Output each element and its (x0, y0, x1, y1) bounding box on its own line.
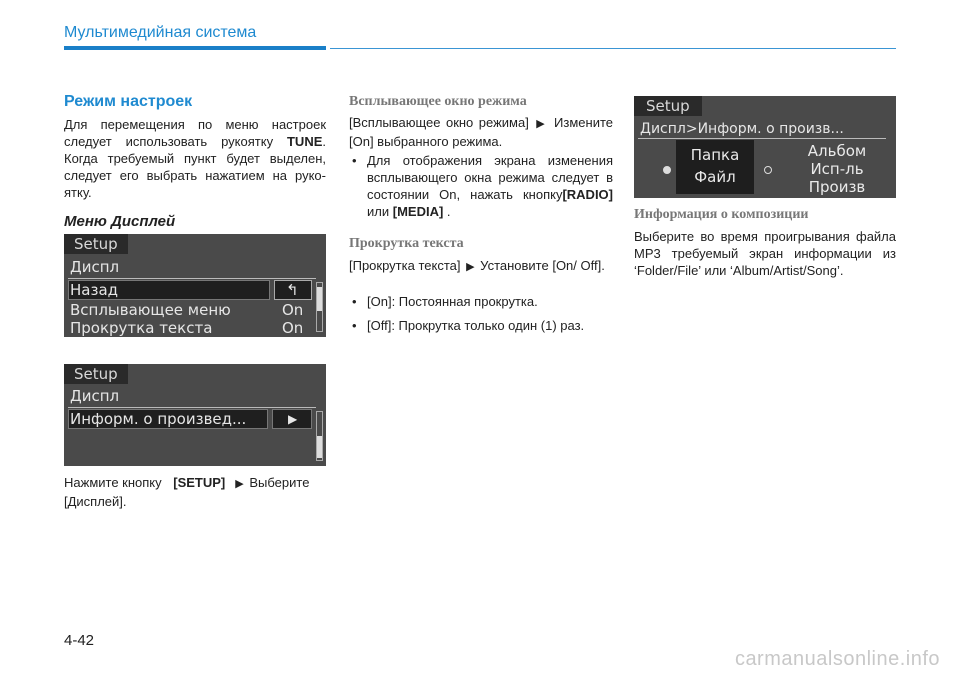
list-item: • Для отображения экрана изменения всплывающего окна режима следует в состоянии On, нажать кнопку[RADIO] или [MEDIA] . (352, 153, 613, 219)
radio-button-label: [RADIO] (562, 187, 613, 202)
song-info-screen (634, 96, 896, 198)
screen-tab-setup: Setup (634, 96, 702, 116)
scroll-text-heading: Прокрутка текста (349, 236, 464, 251)
screen-divider (638, 138, 886, 139)
media-button-label: [MEDIA] (392, 204, 444, 219)
screen-row-popup[interactable]: Всплывающее меню (70, 301, 231, 319)
setup-button-label: [SETUP] (173, 475, 226, 490)
song-info-paragraph: Выберите во время проигрывания файла MP3 требуемый экран информации из ‘Folder/File’ или ‘Album/Artist/Song’. (634, 229, 896, 278)
folder-file-option[interactable]: Папка Файл (676, 140, 754, 194)
popup-mode-heading: Всплывающее окно режима (349, 94, 527, 109)
screen-divider (68, 278, 316, 279)
header-rule-accent (64, 46, 326, 50)
screen-path: Диспл (70, 387, 120, 405)
screen-row-song-info[interactable]: Информ. о произвед... (70, 410, 247, 428)
scroll-bullet-list (349, 293, 613, 341)
back-icon[interactable]: ↰ (286, 281, 299, 299)
screen-divider (68, 407, 316, 408)
display-info-screen (64, 364, 326, 466)
scroll-text-paragraph: [Прокрутка текста] ▶ Установите [On/ Off]. (349, 258, 605, 273)
popup-mode-paragraph: [Всплывающее окно режима] ▶ Измените [On] выбранного режима. (349, 115, 613, 149)
settings-mode-heading: Режим настроек (64, 93, 193, 110)
popup-bullet-list (349, 152, 613, 227)
scroll-text-value: On (282, 319, 304, 337)
arrow-right-icon: ▶ (466, 261, 475, 273)
scrollbar-thumb[interactable] (317, 287, 322, 311)
arrow-right-icon: ▶ (536, 118, 547, 130)
watermark: carmanualsonline.info (734, 648, 940, 670)
arrow-right-icon: ▶ (235, 478, 244, 490)
enter-arrow-icon[interactable]: ▶ (288, 412, 298, 426)
radio-unselected-icon[interactable] (764, 166, 772, 174)
scrollbar[interactable] (316, 282, 323, 332)
screen-tab-setup: Setup (64, 234, 128, 254)
popup-value: On (282, 301, 304, 319)
display-menu-heading: Меню Дисплей (64, 213, 176, 230)
list-item: • [Off]: Прокрутка только один (1) раз. (352, 318, 585, 333)
display-menu-screen (64, 234, 326, 337)
song-info-heading: Информация о композиции (634, 207, 809, 222)
album-artist-song-option[interactable]: Альбом Исп-ль Произв (807, 142, 867, 196)
screen-path: Диспл (70, 258, 120, 276)
scrollbar-thumb[interactable] (317, 436, 322, 458)
setup-instruction: Нажмите кнопку [SETUP] ▶ Выберите [Дисплей]. (64, 475, 310, 509)
settings-intro-paragraph: Для перемещения по меню настроек следует использовать рукоятку TUNE. Когда требуемый пункт будет выделен, следует его выбрать нажатием на руко-ятку. (64, 117, 326, 200)
page-number: 4-42 (64, 632, 95, 649)
screen-row-back[interactable]: Назад (70, 281, 119, 299)
list-item: • [On]: Постоянная прокрутка. (352, 294, 538, 309)
radio-selected-icon[interactable] (663, 166, 671, 174)
tune-knob-label: TUNE (286, 134, 323, 149)
screen-tab-setup: Setup (64, 364, 128, 384)
scrollbar[interactable] (316, 411, 323, 461)
screen-path: Диспл>Информ. о произв... (640, 121, 844, 137)
section-title: Мультимедийная система (64, 24, 257, 41)
screen-row-scroll-text[interactable]: Прокрутка текста (70, 319, 213, 337)
header-rule (330, 48, 896, 49)
